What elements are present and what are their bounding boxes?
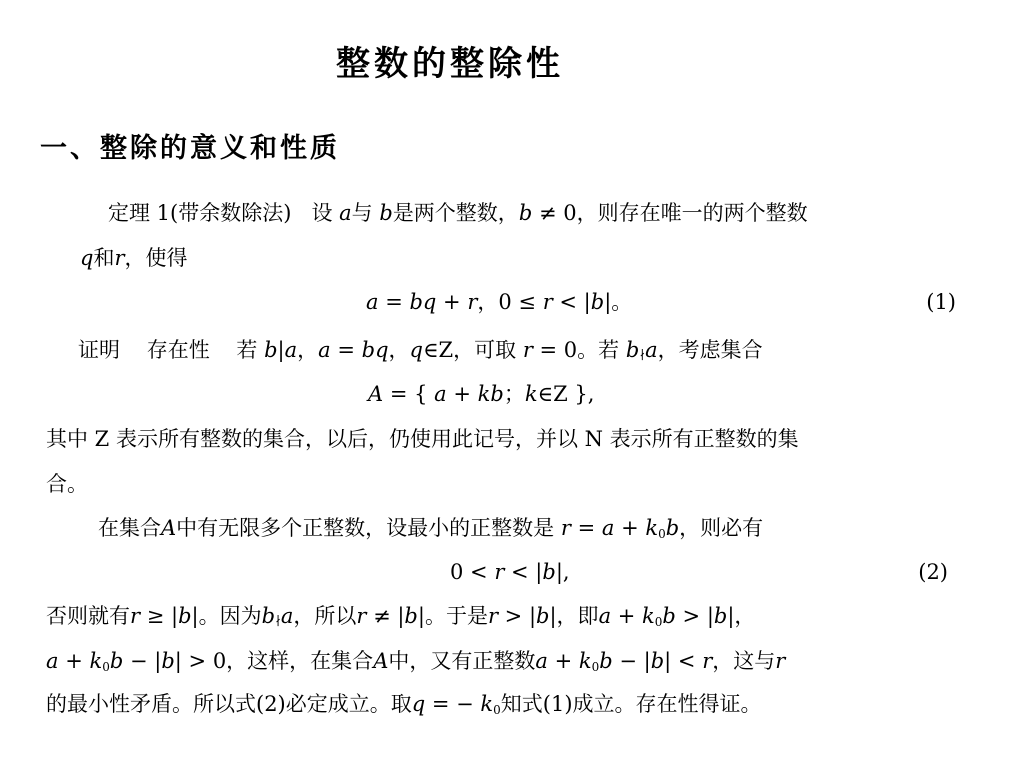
theorem-line-2: q和r，使得: [80, 246, 188, 270]
theorem-label: 定理 1(带余数除法): [108, 201, 292, 225]
proof-conclusion-line: 的最小性矛盾。所以式(2)必定成立。取q = − $k_0$知式(1)成立。存在性得证。: [46, 692, 762, 717]
paragraph-Z-line-1: 其中 Z 表示所有整数的集合，以后，仍使用此记号，并以 N 表示所有正整数的集: [46, 427, 799, 451]
section-heading: 一、整除的意义和性质: [40, 133, 340, 164]
equation-1-label: (1): [926, 290, 956, 314]
proof-label: 证明: [78, 338, 120, 362]
proof-continuation-line-2: $a + k_0b - |b| > 0$，这样，在集合A中，又有正整数$a + k_0b - |b| < r$，这与r: [46, 649, 786, 674]
set-A-definition: A = { a + kb；k∈Z },: [368, 382, 595, 406]
proof-line: 证明 存在性 若 b|a，a = bq，q∈Z，可取 r = 0。若 b∤a，考虑集合: [78, 338, 763, 362]
equation-1: a = bq + r，0 ≤ r < |b|。: [366, 290, 633, 314]
theorem-line-1: 定理 1(带余数除法) 设 a与 b是两个整数，b ≠ 0，则存在唯一的两个整数: [108, 201, 808, 225]
equation-2-label: (2): [918, 560, 948, 584]
paragraph-minimum: 在集合A中有无限多个正整数，设最小的正整数是 $r = a + k_0b$，则必有: [98, 516, 764, 541]
proof-continuation-line-1: 否则就有r ≥ |b|。因为b∤a，所以r ≠ |b|。于是r > |b|，即$a + k_0b > |b|$，: [46, 604, 756, 629]
equation-2: 0 < r < |b|,: [450, 560, 570, 584]
page-title: 整数的整除性: [336, 44, 564, 84]
paragraph-Z-line-2: 合。: [46, 472, 88, 496]
